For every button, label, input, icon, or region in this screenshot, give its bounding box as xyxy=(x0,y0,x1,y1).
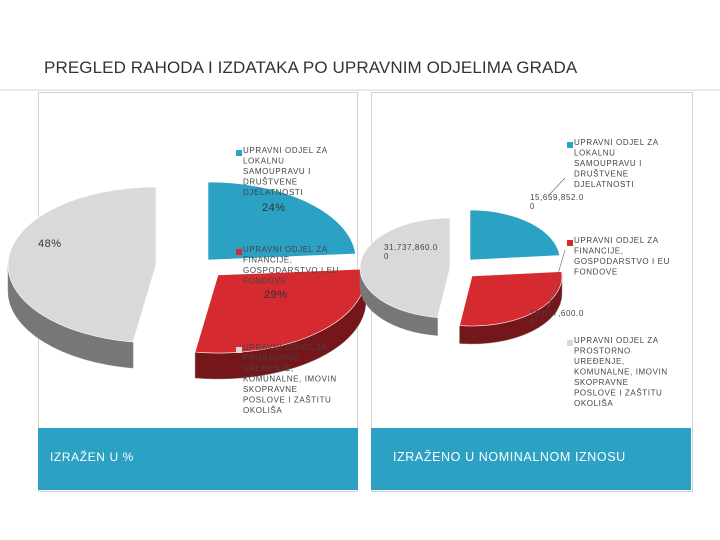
slice-label: UPRAVNI ODJEL ZA LOKALNU SAMOUPRAVU I DRUŠTVENE DJELATNOSTI xyxy=(574,138,659,189)
slice-label: UPRAVNI ODJEL ZA PROSTORNO UREĐENJE, KOMUNALNE, IMOVIN SKOPRAVNE POSLOVE I ZAŠTITU OKOLIŠA xyxy=(574,336,668,408)
legend-swatch xyxy=(236,249,242,255)
slice-label: UPRAVNI ODJEL ZA FINANCIJE, GOSPODARSTVO I EU FONDOVE xyxy=(574,236,670,277)
page-title: PREGLED RAHODA I IZDATAKA PO UPRAVNIM ODJELIMA GRADA xyxy=(44,58,578,77)
legend-swatch xyxy=(567,240,573,246)
slice-value-label: 24% xyxy=(262,202,286,214)
slice-label: UPRAVNI ODJEL ZA LOKALNU SAMOUPRAVU I DRUŠTVENE DJELATNOSTI xyxy=(243,146,328,197)
slice-value-label: 15,659,852.0 0 xyxy=(530,193,584,211)
legend-swatch xyxy=(567,142,573,148)
legend-swatch xyxy=(236,347,242,353)
legend-swatch xyxy=(236,150,242,156)
slice-value-label: 48% xyxy=(38,238,62,250)
slice-value-label: 29% xyxy=(264,289,288,301)
slice-value-label: 31,737,860.0 0 xyxy=(384,243,438,261)
caption-nominal: IZRAŽENO U NOMINALNOM IZNOSU xyxy=(371,428,691,490)
slice-label: UPRAVNI ODJEL ZA FINANCIJE, GOSPODARSTVO I EU FONDOVE xyxy=(243,245,339,286)
slice-label: UPRAVNI ODJEL ZA PROSTORNO UREĐENJE, KOMUNALNE, IMOVIN SKOPRAVNE POSLOVE I ZAŠTITU OKOLIŠA xyxy=(243,343,337,415)
caption-percent: IZRAŽEN U % xyxy=(38,428,358,490)
legend-swatch xyxy=(567,340,573,346)
pie-1-slice-0 xyxy=(470,210,560,260)
slice-value-label: 19,017,600.0 0 xyxy=(530,309,584,327)
